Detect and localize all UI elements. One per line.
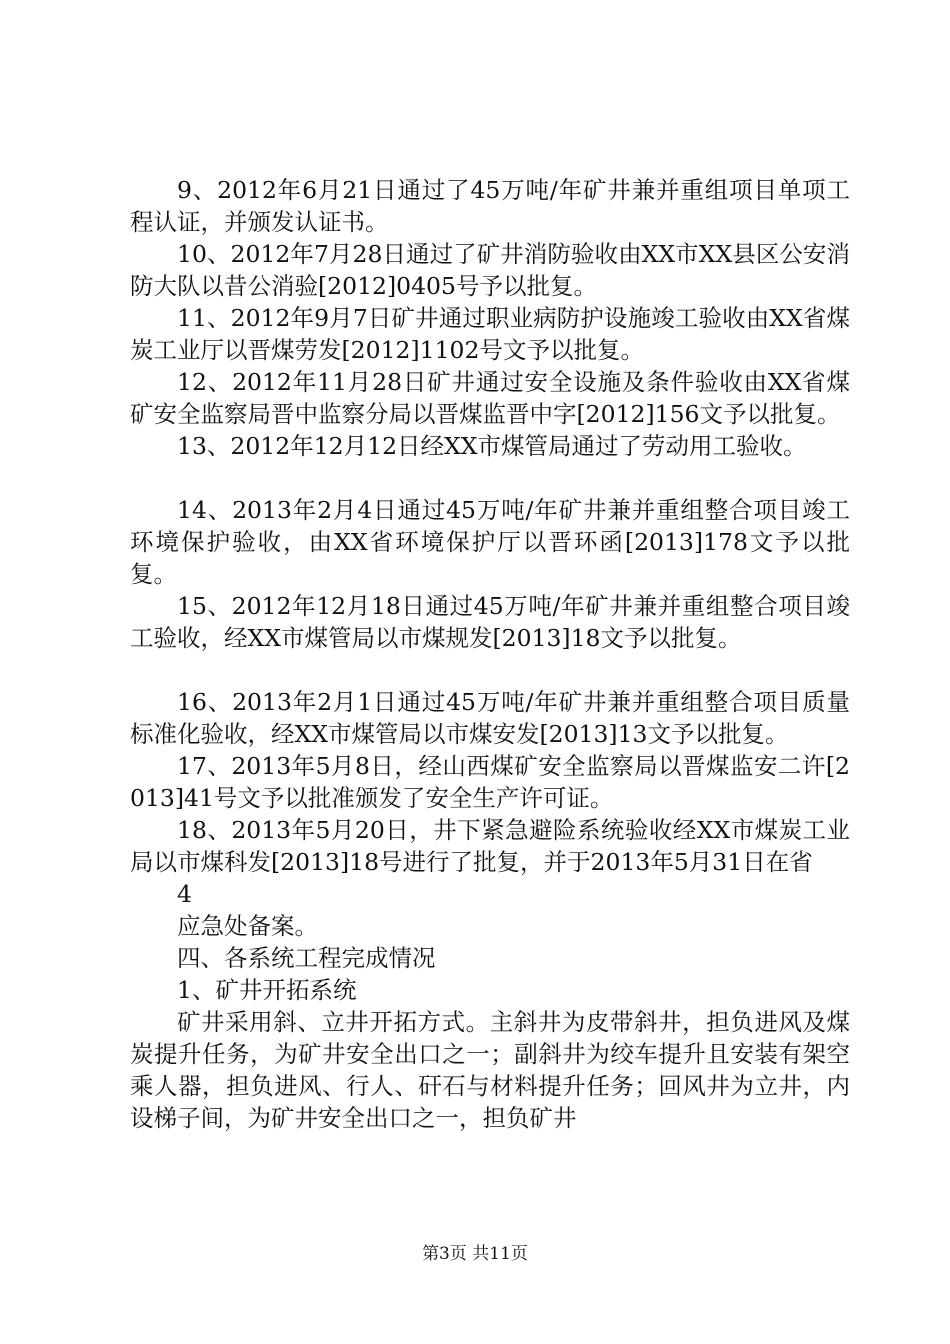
paragraph-item-14: 14、2013年2月4日通过45万吨/年矿井兼并重组整合项目竣工环境保护验收，由XX省环境保护厅以晋环函[2013]178文予以批复。 <box>130 496 850 588</box>
paragraph-item-9: 9、2012年6月21日通过了45万吨/年矿井兼并重组项目单项工程认证，并颁发认证书。 <box>130 176 850 236</box>
paragraph-item-18: 18、2013年5月20日，井下紧急避险系统验收经XX市煤炭工业局以市煤科发[2013]18号进行了批复，并于2013年5月31日在省 <box>130 816 850 876</box>
paragraph-item-10: 10、2012年7月28日通过了矿井消防验收由XX市XX县区公安消防大队以昔公消验[2012]0405号予以批复。 <box>130 240 850 300</box>
paragraph-gap <box>130 654 850 686</box>
paragraph-item-16: 16、2013年2月1日通过45万吨/年矿井兼并重组整合项目质量标准化验收，经XX市煤管局以市煤安发[2013]13文予以批复。 <box>130 688 850 748</box>
subsection-heading: 1、矿井开拓系统 <box>177 976 357 1004</box>
section-heading: 四、各系统工程完成情况 <box>177 944 436 972</box>
inline-page-number: 4 <box>177 880 192 908</box>
paragraph-item-11: 11、2012年9月7日矿井通过职业病防护设施竣工验收由XX省煤炭工业厅以晋煤劳发[2012]1102号文予以批复。 <box>130 304 850 364</box>
paragraph-item-15: 15、2012年12月18日通过45万吨/年矿井兼并重组整合项目竣工验收，经XX市煤管局以市煤规发[2013]18文予以批复。 <box>130 592 850 652</box>
paragraph-body: 矿井采用斜、立井开拓方式。主斜井为皮带斜井，担负进风及煤炭提升任务，为矿井安全出口之一；副斜井为绞车提升且安装有架空乘人器，担负进风、行人、矸石与材料提升任务；回风井为立井，内设梯子间，为矿井安全出口之一，担负矿井 <box>130 1008 850 1132</box>
paragraph-item-13: 13、2012年12月12日经XX市煤管局通过了劳动用工验收。 <box>177 432 807 460</box>
paragraph-item-17: 17、2013年5月8日，经山西煤矿安全监察局以晋煤监安二许[2013]41号文予以批准颁发了安全生产许可证。 <box>130 752 850 812</box>
page-number-label: 第3页 共11页 <box>422 1244 528 1264</box>
page-footer <box>0 1243 950 1265</box>
paragraph-gap <box>130 462 850 494</box>
paragraph-item-12: 12、2012年11月28日矿井通过安全设施及条件验收由XX省煤矿安全监察局晋中监察分局以晋煤监晋中字[2012]156文予以批复。 <box>130 368 850 428</box>
paragraph-continuation: 应急处备案。 <box>177 912 318 940</box>
document-body <box>130 174 850 1134</box>
